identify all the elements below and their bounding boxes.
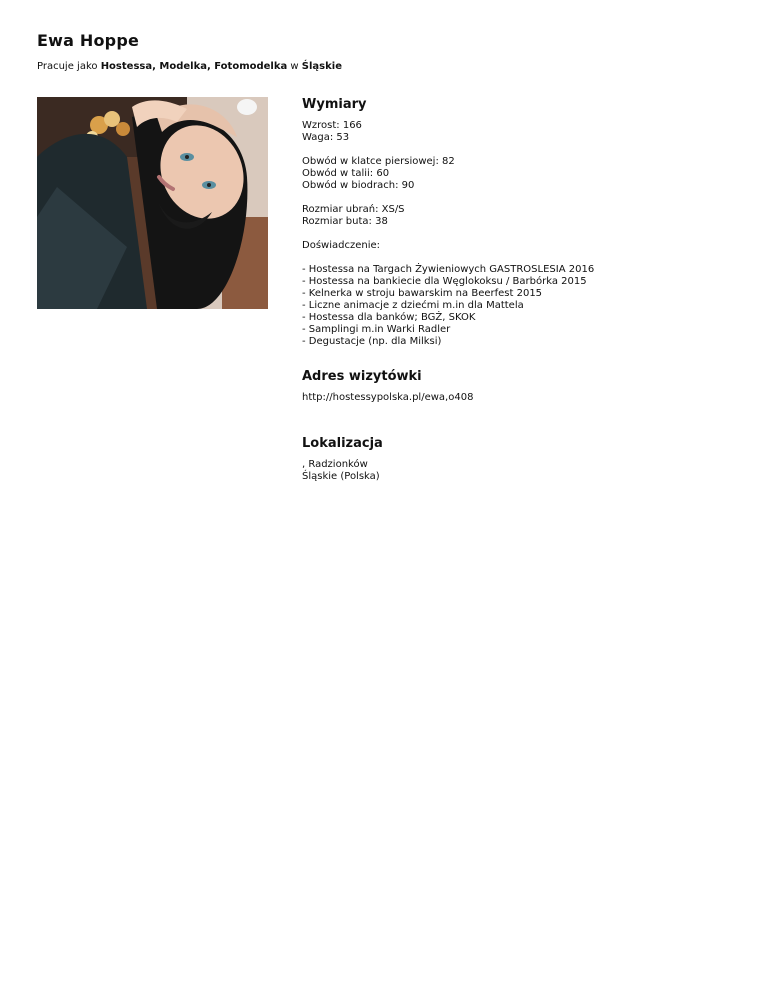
clothing-size-value: Rozmiar ubrań: XS/S bbox=[302, 204, 405, 215]
experience-item: - Degustacje (np. dla Milksi) bbox=[302, 336, 442, 347]
page-title: Ewa Hoppe bbox=[37, 31, 140, 50]
subtitle-region: Śląskie bbox=[301, 61, 342, 72]
waist-value: Obwód w talii: 60 bbox=[302, 168, 390, 179]
section-heading-business-card: Adres wizytówki bbox=[302, 369, 422, 384]
experience-item: - Liczne animacje z dziećmi m.in dla Mattela bbox=[302, 300, 524, 311]
chest-value: Obwód w klatce piersiowej: 82 bbox=[302, 156, 455, 167]
experience-item: - Hostessa na Targach Żywieniowych GASTROSLESIA 2016 bbox=[302, 264, 595, 275]
profile-subtitle bbox=[37, 61, 342, 73]
profile-details bbox=[302, 97, 742, 483]
hips-value: Obwód w biodrach: 90 bbox=[302, 180, 415, 191]
experience-item: - Samplingi m.in Warki Radler bbox=[302, 324, 451, 335]
subtitle-middle: w bbox=[287, 61, 302, 72]
experience-label: Doświadczenie: bbox=[302, 240, 380, 251]
weight-value: Waga: 53 bbox=[302, 132, 350, 143]
location-city: , Radzionków bbox=[302, 459, 368, 470]
profile-photo bbox=[37, 97, 268, 309]
experience-item: - Hostessa dla banków; BGŻ, SKOK bbox=[302, 312, 476, 323]
experience-item: - Hostessa na bankiecie dla Węglokoksu / Barbórka 2015 bbox=[302, 276, 587, 287]
experience-item: - Kelnerka w stroju bawarskim na Beerfest 2015 bbox=[302, 288, 543, 299]
section-heading-location: Lokalizacja bbox=[302, 436, 383, 451]
location-region: Śląskie (Polska) bbox=[302, 471, 380, 482]
profile-photo-graphic bbox=[37, 97, 268, 309]
height-value: Wzrost: 166 bbox=[302, 120, 362, 131]
business-card-url: http://hostessypolska.pl/ewa,o408 bbox=[302, 392, 474, 403]
subtitle-prefix: Pracuje jako bbox=[37, 61, 101, 72]
shoe-size-value: Rozmiar buta: 38 bbox=[302, 216, 388, 227]
section-heading-measurements: Wymiary bbox=[302, 97, 367, 112]
subtitle-roles: Hostessa, Modelka, Fotomodelka bbox=[100, 61, 288, 72]
